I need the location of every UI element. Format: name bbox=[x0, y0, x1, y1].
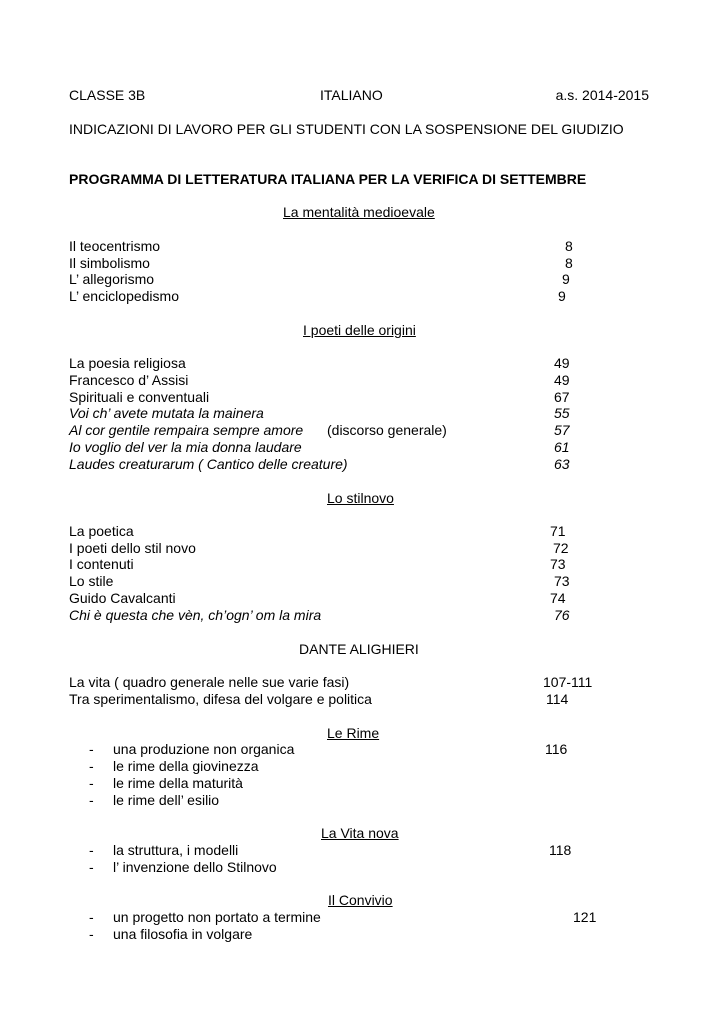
bullet-marker: - bbox=[89, 792, 94, 808]
bullet-marker: - bbox=[89, 758, 94, 774]
document-subtitle: INDICAZIONI DI LAVORO PER GLI STUDENTI CON LA SOSPENSIONE DEL GIUDIZIO bbox=[69, 121, 624, 137]
page-number: 63 bbox=[554, 456, 570, 472]
list-item-text: La poetica bbox=[69, 523, 134, 539]
page-number: 57 bbox=[554, 422, 570, 438]
bullet-item-text: la struttura, i modelli bbox=[113, 842, 239, 858]
list-item-text: Voi ch’ avete mutata la mainera bbox=[69, 405, 264, 421]
bullet-marker: - bbox=[89, 741, 94, 757]
school-year-label: a.s. 2014-2015 bbox=[555, 87, 649, 103]
page-number: 8 bbox=[565, 255, 573, 271]
list-item-text: Francesco d’ Assisi bbox=[69, 372, 189, 388]
list-item-text: L’ allegorismo bbox=[69, 271, 155, 287]
bullet-marker: - bbox=[89, 775, 94, 791]
list-item-text: Al cor gentile rempaira sempre amore bbox=[69, 422, 304, 438]
section-heading-vitanova: La Vita nova bbox=[321, 825, 399, 841]
bullet-item-text: le rime della giovinezza bbox=[113, 758, 259, 774]
page-number: 55 bbox=[554, 405, 570, 421]
list-item-text: Lo stile bbox=[69, 573, 114, 589]
section-heading-mentalita: La mentalità medioevale bbox=[283, 204, 435, 220]
page-number: 121 bbox=[573, 909, 597, 925]
section-heading-convivio: Il Convivio bbox=[328, 892, 393, 908]
bullet-item-text: le rime della maturità bbox=[113, 775, 243, 791]
list-item-text: Tra sperimentalismo, difesa del volgare e politica bbox=[69, 691, 372, 707]
bullet-item-text: una produzione non organica bbox=[113, 741, 295, 757]
page-number: 61 bbox=[554, 439, 570, 455]
bullet-item-text: l’ invenzione dello Stilnovo bbox=[113, 859, 277, 875]
list-item-text: Spirituali e conventuali bbox=[69, 389, 210, 405]
page-number: 49 bbox=[554, 372, 570, 388]
section-heading-stilnovo: Lo stilnovo bbox=[327, 490, 394, 506]
page-number: 73 bbox=[554, 573, 570, 589]
page-number: 118 bbox=[549, 842, 572, 858]
list-item-text: Io voglio del ver la mia donna laudare bbox=[69, 439, 302, 455]
page-number: 74 bbox=[550, 590, 566, 606]
bullet-item-text: un progetto non portato a termine bbox=[113, 909, 321, 925]
list-item-text: Il teocentrismo bbox=[69, 238, 161, 254]
page-number: 8 bbox=[565, 238, 573, 254]
bullet-marker: - bbox=[89, 842, 94, 858]
list-item-text: I poeti dello stil novo bbox=[69, 540, 196, 556]
list-item-note: (discorso generale) bbox=[327, 422, 447, 438]
bullet-item-text: le rime dell’ esilio bbox=[113, 792, 220, 808]
section-heading-dante: DANTE ALIGHIERI bbox=[299, 641, 419, 657]
bullet-item-text: una filosofia in volgare bbox=[113, 926, 253, 942]
list-item-text: L’ enciclopedismo bbox=[69, 288, 179, 304]
page-number: 116 bbox=[545, 741, 568, 757]
list-item-text: Chi è questa che vèn, ch’ogn’ om la mira bbox=[69, 607, 322, 623]
list-item-text: La vita ( quadro generale nelle sue varie fasi) bbox=[69, 674, 350, 690]
list-item-text: La poesia religiosa bbox=[69, 355, 186, 371]
page-number: 76 bbox=[554, 607, 570, 623]
page-number: 71 bbox=[550, 523, 566, 539]
list-item-text: Laudes creaturarum ( Cantico delle creature) bbox=[69, 456, 348, 472]
page-number: 9 bbox=[558, 288, 566, 304]
page-number: 114 bbox=[546, 691, 569, 707]
list-item-text: Il simbolismo bbox=[69, 255, 150, 271]
page-number: 73 bbox=[550, 556, 566, 572]
section-heading-rime: Le Rime bbox=[327, 725, 380, 741]
subject-label: ITALIANO bbox=[320, 87, 383, 103]
bullet-marker: - bbox=[89, 909, 94, 925]
list-item-text: Guido Cavalcanti bbox=[69, 590, 176, 606]
page-number: 72 bbox=[553, 540, 569, 556]
class-label: CLASSE 3B bbox=[69, 87, 146, 103]
section-heading-origini: I poeti delle origini bbox=[303, 322, 416, 338]
page-number: 49 bbox=[554, 355, 570, 371]
list-item-text: I contenuti bbox=[69, 556, 134, 572]
page-number: 9 bbox=[562, 271, 570, 287]
bullet-marker: - bbox=[89, 859, 94, 875]
bullet-marker: - bbox=[89, 926, 94, 942]
page-number: 67 bbox=[554, 389, 570, 405]
program-title: PROGRAMMA DI LETTERATURA ITALIANA PER LA VERIFICA DI SETTEMBRE bbox=[69, 171, 587, 187]
page-number: 107-111 bbox=[543, 674, 593, 690]
